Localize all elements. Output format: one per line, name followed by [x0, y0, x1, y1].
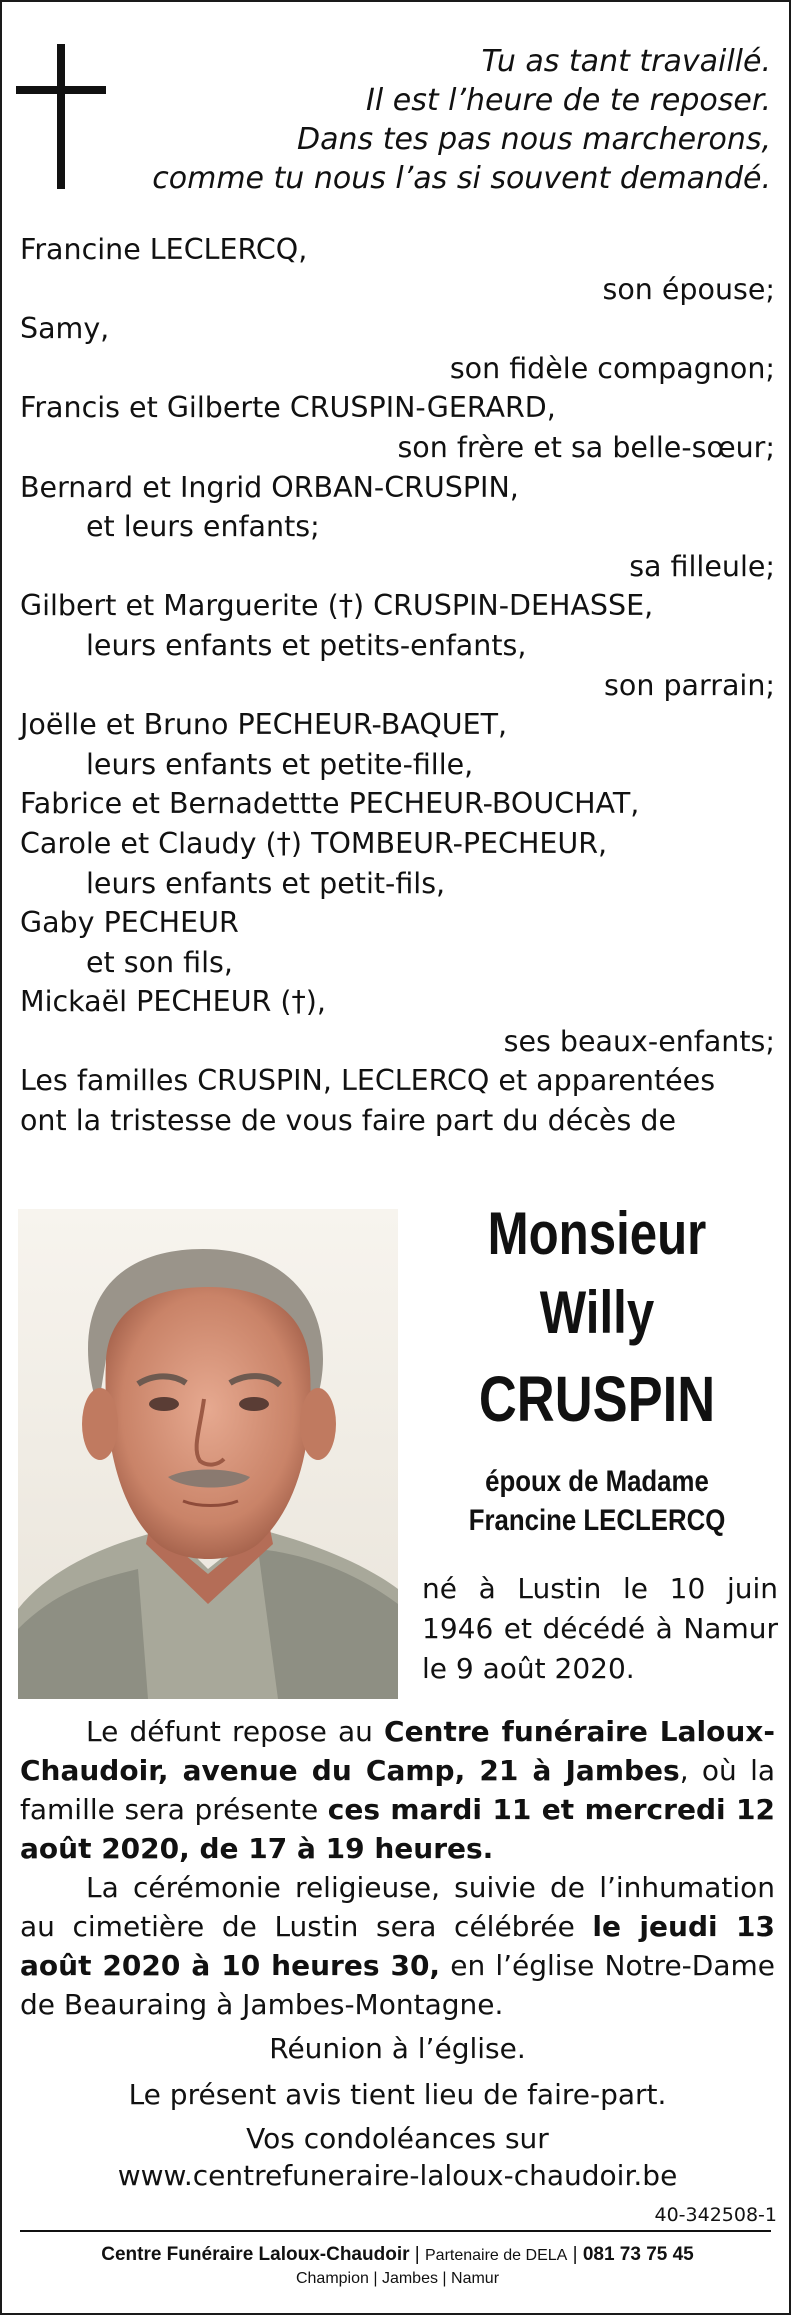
family-relation: son parrain; — [604, 668, 775, 702]
deceased-last-name: CRUSPIN — [478, 1363, 716, 1435]
partner-label: Partenaire de DELA — [425, 2247, 568, 2264]
separator: | — [409, 2244, 425, 2265]
viewing-paragraph — [20, 1712, 775, 1868]
poem-line: Il est l’heure de te reposer. — [366, 83, 771, 118]
family-line: leurs enfants et petite-fille, — [86, 747, 474, 781]
ceremony-paragraph — [20, 1868, 775, 2024]
phone-number: 081 73 75 45 — [582, 2244, 694, 2265]
family-line: Carole et Claudy (†) TOMBEUR-PECHEUR, — [20, 826, 608, 860]
website-link[interactable]: www.centrefuneraire-laloux-chaudoir.be — [117, 2159, 678, 2192]
footer-company-line — [2, 2242, 791, 2269]
deceased-honorific: Monsieur — [487, 1200, 707, 1267]
separator: | — [567, 2244, 583, 2265]
family-line: Gaby PECHEUR — [20, 906, 239, 940]
family-line: Gilbert et Marguerite (†) CRUSPIN-DEHASSE, — [20, 589, 654, 623]
divider — [20, 2230, 771, 2232]
announcement-line: Les familles CRUSPIN, LECLERCQ et apparentées — [20, 1064, 716, 1098]
family-line: et son fils, — [86, 945, 233, 979]
poem-line: comme tu nous l’as si souvent demandé. — [152, 161, 771, 196]
ceremony-text: en l’église Notre-Dame de Beauraing à Jambes-Montagne. — [20, 1949, 776, 2021]
notice-line: Le présent avis tient lieu de faire-part. — [128, 2078, 667, 2111]
family-relation: son épouse; — [602, 272, 775, 306]
ceremony-text: La cérémonie religieuse, suivie de l’inhumation au cimetière de Lustin sera célébrée — [20, 1871, 775, 1943]
birth-death-details: né à Lustin le 10 juin 1946 et décédé à Namur le 9 août 2020. — [422, 1572, 778, 1685]
family-line: Francis et Gilberte CRUSPIN-GERARD, — [20, 391, 556, 425]
reunion-line: Réunion à l’église. — [269, 2032, 526, 2065]
family-line: Joëlle et Bruno PECHEUR-BAQUET, — [20, 708, 508, 742]
family-relation: ses beaux-enfants; — [503, 1024, 775, 1058]
poem — [111, 42, 771, 198]
family-line: et leurs enfants; — [86, 510, 320, 544]
deceased-first-name: Willy — [539, 1279, 655, 1346]
footer-locations: Champion | Jambes | Namur — [295, 2270, 500, 2287]
announcement-line: ont la tristesse de vous faire part du décès de — [20, 1104, 676, 1138]
reference-number: 40-342508-1 — [654, 2204, 777, 2226]
viewing-dates: ces mardi 11 et mercredi 12 août 2020, de 17 à 19 heures. — [20, 1793, 775, 1865]
viewing-text: , où la famille sera présente — [20, 1754, 776, 1826]
funeral-home-address: Centre funéraire Laloux-Chaudoir, avenue du Camp, 21 à Jambes — [20, 1715, 775, 1787]
poem-line: Dans tes pas nous marcherons, — [297, 122, 771, 157]
condolences-line: Vos condoléances sur — [246, 2122, 549, 2155]
family-line: Samy, — [20, 312, 110, 346]
family-relation: son frère et sa belle-sœur; — [397, 430, 775, 464]
family-line: leurs enfants et petits-enfants, — [86, 628, 527, 662]
family-line: Bernard et Ingrid ORBAN-CRUSPIN, — [20, 470, 519, 504]
family-relation: sa filleule; — [629, 549, 775, 583]
company-name: Centre Funéraire Laloux-Chaudoir — [101, 2244, 410, 2265]
family-line: Mickaël PECHEUR (†), — [20, 985, 326, 1019]
cross-icon — [16, 44, 106, 189]
family-line: leurs enfants et petit-fils, — [86, 866, 446, 900]
ceremony-date: le jeudi 13 août 2020 à 10 heures 30, — [20, 1910, 775, 1982]
family-relation: son fidèle compagnon; — [449, 351, 775, 385]
family-list — [20, 230, 775, 1141]
poem-line: Tu as tant travaillé. — [481, 44, 771, 79]
spouse-line: époux de Madame — [485, 1465, 709, 1498]
spouse-name: Francine LECLERCQ — [468, 1504, 726, 1537]
viewing-text: Le défunt repose au — [86, 1715, 385, 1748]
family-line: Fabrice et Bernadettte PECHEUR-BOUCHAT, — [20, 787, 640, 821]
family-line: Francine LECLERCQ, — [20, 233, 308, 266]
portrait-photo — [18, 1209, 398, 1699]
